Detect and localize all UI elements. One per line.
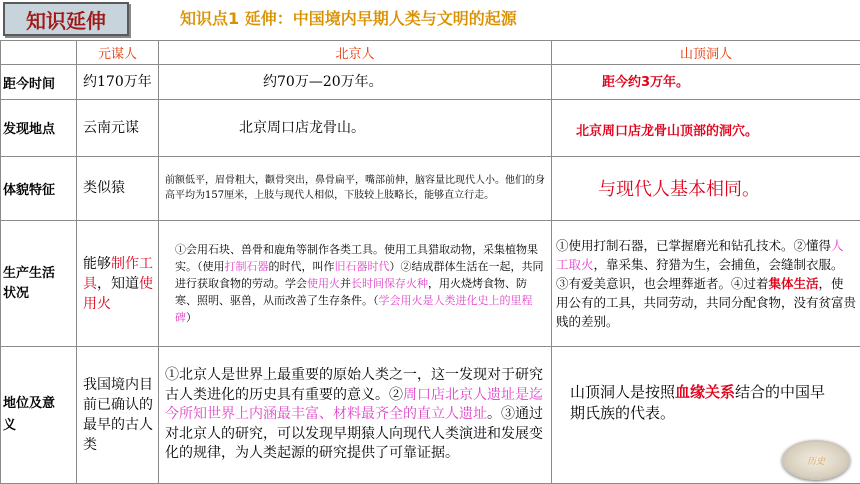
cell-yuanmou-site: 云南元谋	[77, 100, 159, 156]
table-row	[1, 65, 860, 100]
header-row	[1, 41, 860, 65]
row-label-life-line1: 生产生活	[3, 265, 56, 281]
column-header-upper-cave: 山顶洞人	[552, 41, 860, 65]
text-emphasis: 人工取火	[556, 238, 844, 273]
text-segment: ）②结成群体生活在一起，共同进行获取食物的劳动。学会	[175, 260, 544, 291]
seal-text: 历史	[806, 456, 825, 467]
table-row	[1, 156, 860, 220]
header-corner	[1, 41, 77, 65]
text-segment: ，用火烧烤食物、防寒、照明、驱兽，从而改善了生存条件。（	[175, 277, 527, 308]
cell-yuanmou-life	[77, 220, 159, 347]
cell-upper-body: 与现代人基本相同。	[552, 156, 860, 220]
cell-yuanmou-status: 我国境内目前已确认的最早的古人类	[77, 347, 159, 484]
row-label-life-line2: 状况	[3, 285, 30, 301]
text-segment: ，知道	[97, 275, 139, 292]
text-emphasis: 周口店北京人遗址是迄今所知世界上内涵最丰富、材料最齐全的直立人遗址	[165, 386, 543, 423]
cell-peking-age: 约70万—20万年。	[159, 65, 552, 100]
cell-peking-status	[159, 347, 552, 484]
history-seal-icon	[782, 440, 850, 480]
row-label-status-line2: 义	[3, 418, 17, 434]
row-label-age: 距今时间	[1, 65, 77, 100]
row-label-status-line1: 地位及意	[3, 396, 56, 412]
text-segment: 能够	[83, 255, 111, 272]
cell-peking-site: 北京周口店龙骨山。	[159, 100, 552, 156]
column-header-peking: 北京人	[159, 41, 552, 65]
text-emphasis: 血缘关系	[675, 383, 736, 402]
text-segment: ①会用石块、兽骨和鹿角等制作各类工具。使用工具猎取动物，采集植物果实。（使用	[175, 243, 538, 274]
text-emphasis: 旧石器时代	[334, 260, 390, 274]
cell-yuanmou-body: 类似猿	[77, 156, 159, 220]
text-segment: 并	[340, 277, 351, 291]
text-emphasis: 集体生活	[768, 276, 819, 292]
table-row	[1, 100, 860, 156]
cell-upper-site: 北京周口店龙骨山顶部的洞穴。	[552, 100, 860, 156]
cell-upper-life	[552, 220, 860, 347]
cell-peking-life	[159, 220, 552, 347]
row-label-body: 体貌特征	[1, 156, 77, 220]
text-segment: 的时代，叫作	[268, 260, 335, 274]
text-emphasis: 学会用火是人类进化史上的里程碑	[175, 294, 533, 325]
row-label-site: 发现地点	[1, 100, 77, 156]
comparison-table	[0, 40, 860, 484]
text-segment: ）	[186, 311, 197, 325]
section-badge: 知识延伸	[3, 2, 129, 36]
text-emphasis: 使用火	[83, 275, 153, 312]
text-segment: 山顶洞人是按照	[570, 383, 676, 402]
text-segment: ①使用打制石器，已掌握磨光和钻孔技术。②懂得	[556, 238, 832, 254]
page-heading: 知识点1 延伸：中国境内早期人类与文明的起源	[180, 9, 517, 28]
row-label-life	[1, 220, 77, 347]
text-segment: 结合的中国早期氏族的代表。	[570, 383, 826, 423]
text-segment: ，使用公有的工具，共同劳动，共同分配食物，没有贫富贵贱的差别。	[556, 276, 857, 330]
cell-upper-age: 距今约3万年。	[552, 65, 860, 100]
text-emphasis: 使用火	[307, 277, 340, 291]
text-emphasis: 制作工具	[83, 255, 153, 292]
cell-peking-body: 前额低平，眉骨粗大，颧骨突出，鼻骨扁平，嘴部前伸，脑容量比现代人小。他们的身高平均为157厘米，上肢与现代人相似，下肢较上肢略长，能够直立行走。	[159, 156, 552, 220]
text-emphasis: 打制石器	[224, 260, 269, 274]
text-segment: ①北京人是世界上最重要的原始人类之一，这一发现对于研究古人类进化的历史具有重要的意义。②	[165, 367, 543, 403]
text-emphasis: 长时间保存火种	[351, 277, 428, 291]
table-row	[1, 220, 860, 347]
row-label-status	[1, 347, 77, 484]
cell-yuanmou-age: 约170万年	[77, 65, 159, 100]
text-segment: ，靠采集、狩猎为生，会捕鱼，会缝制衣服。③有爱美意识，也会埋葬逝者。④过着	[556, 257, 844, 292]
column-header-yuanmou: 元谋人	[77, 41, 159, 65]
table-row	[1, 347, 860, 484]
text-segment: 。③通过对北京人的研究，可以发现早期猿人向现代人类演进和发展变化的规律，为人类起源的研究提供了可靠证据。	[165, 406, 543, 462]
